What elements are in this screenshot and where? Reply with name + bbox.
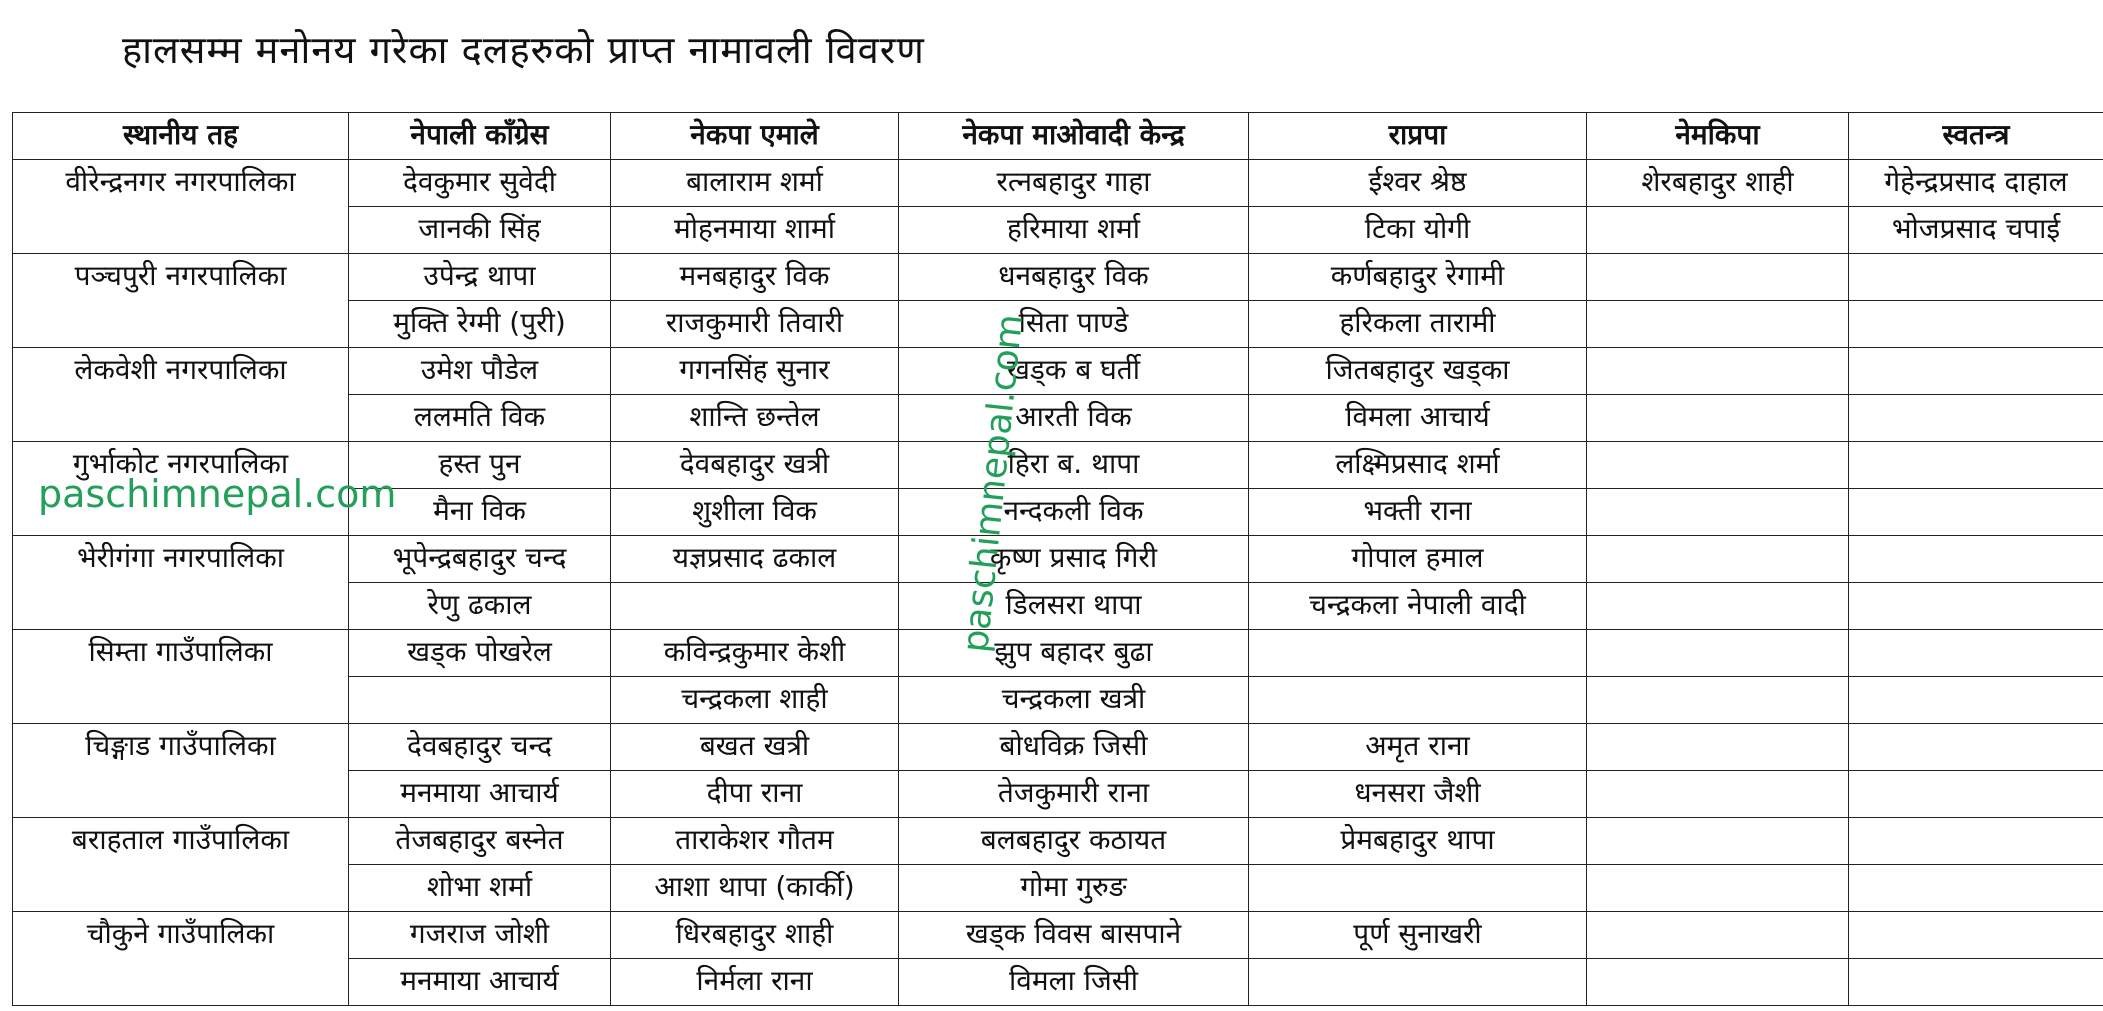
candidate-cell: बखत खत्री: [611, 724, 899, 771]
candidate-cell: देवबहादुर खत्री: [611, 442, 899, 489]
candidate-cell: [1587, 818, 1849, 865]
candidate-cell: [1587, 724, 1849, 771]
candidate-cell: धिरबहादुर शाही: [611, 912, 899, 959]
column-header: स्थानीय तह: [13, 113, 349, 160]
candidate-cell: [1849, 395, 2103, 442]
candidate-cell: भोजप्रसाद चपाई: [1849, 207, 2103, 254]
candidate-cell: [1587, 348, 1849, 395]
candidate-cell: भक्ती राना: [1249, 489, 1587, 536]
table-row: [13, 442, 2103, 489]
candidate-cell: [1849, 301, 2103, 348]
candidate-cell: ललमति विक: [349, 395, 611, 442]
candidate-cell: [1587, 771, 1849, 818]
local-unit-cell: भेरीगंगा नगरपालिका: [13, 536, 349, 630]
candidate-cell: खड्क ब घर्ती: [899, 348, 1249, 395]
candidate-cell: [1587, 301, 1849, 348]
candidate-cell: चन्द्रकला खत्री: [899, 677, 1249, 724]
candidate-cell: [1849, 348, 2103, 395]
candidate-cell: गजराज जोशी: [349, 912, 611, 959]
candidate-cell: [1587, 489, 1849, 536]
candidate-cell: [1587, 583, 1849, 630]
candidate-cell: मनमाया आचार्य: [349, 771, 611, 818]
header-row: [13, 113, 2103, 160]
candidate-cell: हस्त पुन: [349, 442, 611, 489]
candidate-cell: धनसरा जैशी: [1249, 771, 1587, 818]
candidate-cell: [1249, 959, 1587, 1006]
local-unit-cell: चौकुने गाउँपालिका: [13, 912, 349, 1006]
candidate-cell: [1849, 818, 2103, 865]
candidate-cell: हिरा ब. थापा: [899, 442, 1249, 489]
candidate-cell: आरती विक: [899, 395, 1249, 442]
candidate-cell: मोहनमाया शार्मा: [611, 207, 899, 254]
candidate-cell: [1587, 536, 1849, 583]
candidate-cell: बलबहादुर कठायत: [899, 818, 1249, 865]
candidate-cell: [1849, 677, 2103, 724]
table-row: [13, 254, 2103, 301]
candidate-cell: [1849, 912, 2103, 959]
local-unit-cell: सिम्ता गाउँपालिका: [13, 630, 349, 724]
candidates-table: [12, 112, 2103, 1006]
candidate-cell: मनबहादुर विक: [611, 254, 899, 301]
candidate-cell: गगनसिंह सुनार: [611, 348, 899, 395]
candidate-cell: पूर्ण सुनाखरी: [1249, 912, 1587, 959]
candidate-cell: देवकुमार सुवेदी: [349, 160, 611, 207]
table-row: [13, 348, 2103, 395]
candidate-cell: कृष्ण प्रसाद गिरी: [899, 536, 1249, 583]
table-row: [13, 536, 2103, 583]
candidate-cell: लक्ष्मिप्रसाद शर्मा: [1249, 442, 1587, 489]
candidate-cell: [349, 677, 611, 724]
candidate-cell: खड्क पोखरेल: [349, 630, 611, 677]
candidate-cell: खड्क विवस बासपाने: [899, 912, 1249, 959]
table-row: [13, 818, 2103, 865]
column-header: नेकपा एमाले: [611, 113, 899, 160]
candidate-cell: [1849, 865, 2103, 912]
watermark-vertical: paschimnepal.com: [955, 312, 1032, 655]
candidate-cell: [1849, 959, 2103, 1006]
local-unit-cell: गुर्भाकोट नगरपालिका: [13, 442, 349, 536]
candidate-cell: राजकुमारी तिवारी: [611, 301, 899, 348]
candidate-cell: [1849, 442, 2103, 489]
candidate-cell: [1849, 254, 2103, 301]
column-header: नेकपा माओवादी केन्द्र: [899, 113, 1249, 160]
candidate-cell: जानकी सिंह: [349, 207, 611, 254]
candidate-cell: अमृत राना: [1249, 724, 1587, 771]
column-header: स्वतन्त्र: [1849, 113, 2103, 160]
candidate-cell: मुक्ति रेग्मी (पुरी): [349, 301, 611, 348]
candidate-cell: शेरबहादुर शाही: [1587, 160, 1849, 207]
column-header: नेपाली काँग्रेस: [349, 113, 611, 160]
candidate-cell: [1587, 207, 1849, 254]
candidate-cell: [1849, 583, 2103, 630]
candidate-cell: [1849, 536, 2103, 583]
candidate-cell: ताराकेशर गौतम: [611, 818, 899, 865]
table-row: [13, 630, 2103, 677]
candidate-cell: हरिकला तारामी: [1249, 301, 1587, 348]
local-unit-cell: चिङ्गाड गाउँपालिका: [13, 724, 349, 818]
candidate-cell: विमला जिसी: [899, 959, 1249, 1006]
candidate-cell: [1587, 959, 1849, 1006]
candidate-cell: तेजकुमारी राना: [899, 771, 1249, 818]
candidate-cell: गोमा गुरुङ: [899, 865, 1249, 912]
candidate-cell: [1587, 677, 1849, 724]
column-header: राप्रपा: [1249, 113, 1587, 160]
table-body: [13, 160, 2103, 1006]
candidate-cell: उपेन्द्र थापा: [349, 254, 611, 301]
candidate-cell: रत्नबहादुर गाहा: [899, 160, 1249, 207]
local-unit-cell: लेकवेशी नगरपालिका: [13, 348, 349, 442]
candidate-cell: हरिमाया शर्मा: [899, 207, 1249, 254]
table-row: [13, 160, 2103, 207]
candidate-cell: झुप बहादर बुढा: [899, 630, 1249, 677]
candidate-cell: [1587, 865, 1849, 912]
candidate-cell: गेहेन्द्रप्रसाद दाहाल: [1849, 160, 2103, 207]
candidate-cell: [1587, 442, 1849, 489]
candidate-cell: प्रेमबहादुर थापा: [1249, 818, 1587, 865]
candidate-cell: चन्द्रकला शाही: [611, 677, 899, 724]
candidate-cell: तेजबहादुर बस्नेत: [349, 818, 611, 865]
watermark: paschimnepal.com: [38, 472, 397, 516]
candidate-cell: [611, 583, 899, 630]
candidate-cell: उमेश पौडेल: [349, 348, 611, 395]
candidate-cell: चन्द्रकला नेपाली वादी: [1249, 583, 1587, 630]
candidate-cell: शोभा शर्मा: [349, 865, 611, 912]
candidate-cell: [1587, 630, 1849, 677]
candidate-cell: [1849, 724, 2103, 771]
table-row: [13, 724, 2103, 771]
candidate-cell: [1587, 395, 1849, 442]
candidate-cell: जितबहादुर खड्का: [1249, 348, 1587, 395]
candidate-cell: कर्णबहादुर रेगामी: [1249, 254, 1587, 301]
candidate-cell: डिलसरा थापा: [899, 583, 1249, 630]
page-title: हालसम्म मनोनय गरेका दलहरुको प्राप्त नामावली विवरण: [122, 28, 925, 72]
local-unit-cell: पञ्चपुरी नगरपालिका: [13, 254, 349, 348]
column-header: नेमकिपा: [1587, 113, 1849, 160]
candidate-cell: सिता पाण्डे: [899, 301, 1249, 348]
candidate-cell: गोपाल हमाल: [1249, 536, 1587, 583]
candidate-cell: धनबहादुर विक: [899, 254, 1249, 301]
candidate-cell: विमला आचार्य: [1249, 395, 1587, 442]
candidate-cell: [1849, 489, 2103, 536]
candidate-cell: [1849, 630, 2103, 677]
candidate-cell: बोधविक्र जिसी: [899, 724, 1249, 771]
candidate-cell: [1587, 254, 1849, 301]
candidate-cell: देवबहादुर चन्द: [349, 724, 611, 771]
candidate-cell: आशा थापा (कार्की): [611, 865, 899, 912]
candidate-cell: मैना विक: [349, 489, 611, 536]
candidate-cell: बालाराम शर्मा: [611, 160, 899, 207]
candidate-cell: निर्मला राना: [611, 959, 899, 1006]
candidate-cell: भूपेन्द्रबहादुर चन्द: [349, 536, 611, 583]
candidate-cell: [1849, 771, 2103, 818]
candidate-cell: ईश्वर श्रेष्ठ: [1249, 160, 1587, 207]
candidate-cell: नन्दकली विक: [899, 489, 1249, 536]
candidate-cell: शुशीला विक: [611, 489, 899, 536]
candidate-cell: रेणु ढकाल: [349, 583, 611, 630]
candidate-cell: दीपा राना: [611, 771, 899, 818]
candidate-cell: कविन्द्रकुमार केशी: [611, 630, 899, 677]
table-row: [13, 912, 2103, 959]
candidate-cell: मनमाया आचार्य: [349, 959, 611, 1006]
candidate-cell: [1249, 865, 1587, 912]
candidate-cell: [1587, 912, 1849, 959]
candidate-cell: शान्ति छन्तेल: [611, 395, 899, 442]
candidate-cell: टिका योगी: [1249, 207, 1587, 254]
local-unit-cell: बराहताल गाउँपालिका: [13, 818, 349, 912]
candidate-cell: यज्ञप्रसाद ढकाल: [611, 536, 899, 583]
candidate-cell: [1249, 630, 1587, 677]
local-unit-cell: वीरेन्द्रनगर नगरपालिका: [13, 160, 349, 254]
candidate-cell: [1249, 677, 1587, 724]
